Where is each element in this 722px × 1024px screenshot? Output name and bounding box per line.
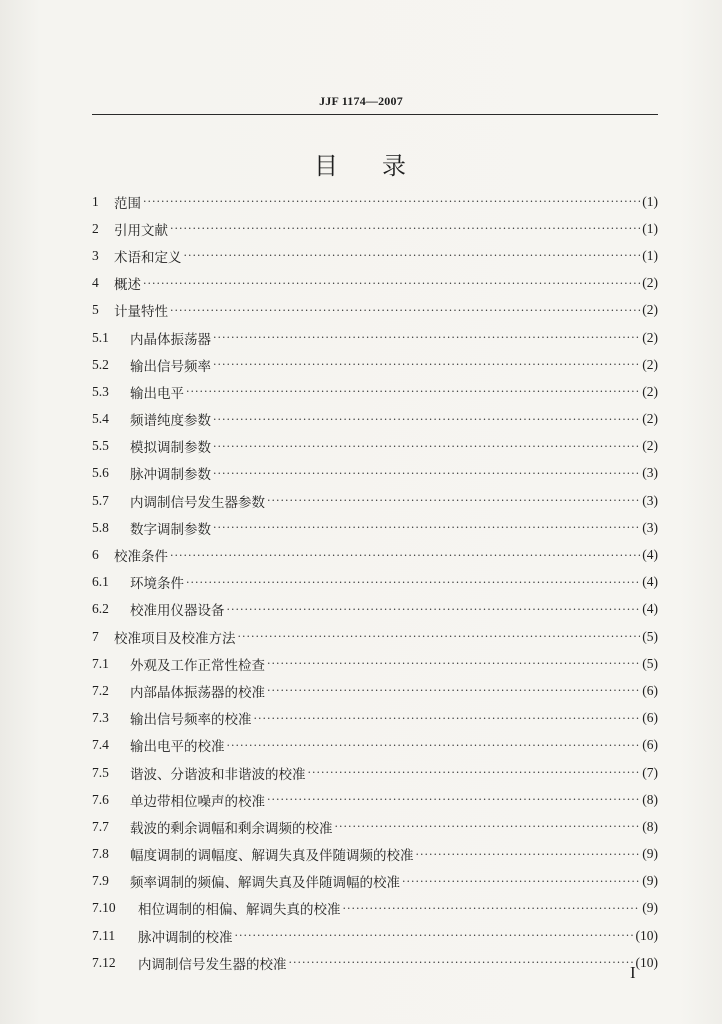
toc-entry[interactable] <box>92 650 658 677</box>
toc-entry-page: (1) <box>642 193 658 209</box>
toc-entry-number: 5.6 <box>92 465 109 481</box>
toc-entry[interactable] <box>92 378 658 405</box>
toc-entry[interactable] <box>92 487 658 514</box>
toc-entry-number: 5.2 <box>92 356 109 372</box>
toc-entry-title: 校准条件 <box>114 549 168 566</box>
toc-entry-number: 5.1 <box>92 329 109 345</box>
toc-entry-title: 环境条件 <box>130 576 184 593</box>
toc-entry-page: (3) <box>642 492 658 508</box>
toc-dot-leader <box>402 875 640 888</box>
toc-entry-number: 7.1 <box>92 655 109 671</box>
toc-entry[interactable] <box>92 569 658 596</box>
toc-dot-leader <box>186 576 640 589</box>
toc-entry-title: 输出电平 <box>130 385 184 402</box>
toc-entry[interactable] <box>92 460 658 487</box>
toc-entry-title: 脉冲调制参数 <box>130 467 211 484</box>
toc-entry-number: 7.2 <box>92 682 109 698</box>
toc-entry-title: 幅度调制的调幅度、解调失真及伴随调频的校准 <box>130 848 414 865</box>
toc-entry-title: 输出信号频率 <box>130 358 211 375</box>
toc-entry-page: (4) <box>642 601 658 617</box>
toc-entry-page: (5) <box>642 655 658 671</box>
toc-entry-number: 7.11 <box>92 927 116 943</box>
toc-entry-number: 7.3 <box>92 710 109 726</box>
toc-entry[interactable] <box>92 242 658 269</box>
toc-entry[interactable] <box>92 732 658 759</box>
toc-entry-number: 6.1 <box>92 574 109 590</box>
toc-dot-leader <box>289 956 634 969</box>
toc-entry-page: (2) <box>642 383 658 399</box>
toc-entry-title: 相位调制的相偏、解调失真的校准 <box>138 902 341 919</box>
toc-entry-page: (9) <box>642 900 658 916</box>
toc-entry-page: (2) <box>642 275 658 291</box>
toc-entry-page: (5) <box>642 628 658 644</box>
table-of-contents <box>92 188 658 976</box>
running-head: JJF 1174—2007 <box>319 94 403 108</box>
toc-entry-title: 范围 <box>114 195 141 212</box>
toc-entry-page: (2) <box>642 356 658 372</box>
toc-entry-title: 模拟调制参数 <box>130 440 211 457</box>
toc-entry-number: 5.8 <box>92 519 109 535</box>
toc-entry[interactable] <box>92 324 658 351</box>
toc-title-char-1: 目 <box>314 152 340 180</box>
toc-entry-number: 5.5 <box>92 438 109 454</box>
toc-entry-page: (6) <box>642 737 658 753</box>
toc-entry-title: 输出电平的校准 <box>130 739 225 756</box>
toc-dot-leader <box>267 494 640 507</box>
toc-entry-page: (3) <box>642 465 658 481</box>
toc-entry-title: 外观及工作正常性检查 <box>130 657 265 674</box>
toc-entry-page: (9) <box>642 873 658 889</box>
toc-entry-title: 内部晶体振荡器的校准 <box>130 684 265 701</box>
toc-dot-leader <box>267 657 640 670</box>
toc-entry-page: (1) <box>642 247 658 263</box>
toc-entry[interactable] <box>92 351 658 378</box>
toc-entry-number: 7.6 <box>92 791 109 807</box>
toc-entry-title: 单边带相位噪声的校准 <box>130 793 265 810</box>
toc-dot-leader <box>170 304 640 317</box>
toc-entry[interactable] <box>92 623 658 650</box>
toc-entry-title: 术语和定义 <box>114 249 182 266</box>
toc-entry[interactable] <box>92 895 658 922</box>
toc-entry-title: 引用文献 <box>114 222 168 239</box>
toc-entry[interactable] <box>92 841 658 868</box>
toc-entry-title: 校准用仪器设备 <box>130 603 225 620</box>
toc-entry[interactable] <box>92 677 658 704</box>
toc-dot-leader <box>143 195 640 208</box>
toc-dot-leader <box>343 902 641 915</box>
toc-entry-title: 内晶体振荡器 <box>130 331 211 348</box>
toc-title <box>0 146 722 181</box>
toc-entry-number: 5.3 <box>92 383 109 399</box>
toc-entry-number: 3 <box>92 247 99 263</box>
toc-dot-leader <box>170 549 640 562</box>
toc-dot-leader <box>308 766 641 779</box>
toc-entry-title: 校准项目及校准方法 <box>114 630 236 647</box>
toc-entry-page: (10) <box>635 927 658 943</box>
toc-dot-leader <box>213 467 640 480</box>
toc-entry-page: (4) <box>642 574 658 590</box>
toc-dot-leader <box>267 684 640 697</box>
toc-entry-title: 输出信号频率的校准 <box>130 712 252 729</box>
toc-entry-title: 频谱纯度参数 <box>130 413 211 430</box>
toc-dot-leader <box>186 385 640 398</box>
toc-entry-page: (9) <box>642 846 658 862</box>
toc-dot-leader <box>213 358 640 371</box>
toc-entry-number: 5 <box>92 302 99 318</box>
toc-entry[interactable] <box>92 786 658 813</box>
toc-entry-number: 6 <box>92 547 99 563</box>
toc-dot-leader <box>254 712 641 725</box>
toc-entry-title: 载波的剩余调幅和剩余调频的校准 <box>130 820 333 837</box>
toc-entry-number: 7.10 <box>92 900 116 916</box>
toc-entry[interactable] <box>92 541 658 568</box>
toc-entry-number: 7.8 <box>92 846 109 862</box>
toc-entry[interactable] <box>92 188 658 215</box>
toc-dot-leader <box>213 413 640 426</box>
toc-entry[interactable] <box>92 705 658 732</box>
toc-entry-title: 频率调制的频偏、解调失真及伴随调幅的校准 <box>130 875 400 892</box>
toc-entry-number: 7.12 <box>92 954 116 970</box>
toc-entry[interactable] <box>92 949 658 976</box>
toc-entry[interactable] <box>92 297 658 324</box>
toc-entry-title: 概述 <box>114 277 141 294</box>
toc-entry-number: 4 <box>92 275 99 291</box>
header-rule <box>92 114 658 115</box>
toc-entry-page: (8) <box>642 791 658 807</box>
toc-dot-leader <box>238 630 641 643</box>
toc-entry[interactable] <box>92 922 658 949</box>
toc-dot-leader <box>184 249 641 262</box>
toc-entry[interactable] <box>92 868 658 895</box>
toc-title-char-2: 录 <box>382 152 408 180</box>
toc-dot-leader <box>227 603 641 616</box>
toc-entry[interactable] <box>92 270 658 297</box>
toc-entry[interactable] <box>92 813 658 840</box>
toc-entry-page: (6) <box>642 682 658 698</box>
toc-dot-leader <box>213 331 640 344</box>
toc-dot-leader <box>335 820 641 833</box>
toc-dot-leader <box>416 848 641 861</box>
toc-entry-page: (3) <box>642 519 658 535</box>
toc-entry-title: 数字调制参数 <box>130 521 211 538</box>
toc-entry-number: 7.4 <box>92 737 109 753</box>
toc-entry-page: (6) <box>642 710 658 726</box>
toc-entry-number: 7.5 <box>92 764 109 780</box>
toc-entry-page: (2) <box>642 411 658 427</box>
toc-entry-page: (7) <box>642 764 658 780</box>
toc-entry-title: 脉冲调制的校准 <box>138 929 233 946</box>
toc-entry-number: 7 <box>92 628 99 644</box>
toc-dot-leader <box>143 277 640 290</box>
toc-entry[interactable] <box>92 759 658 786</box>
toc-entry-number: 5.7 <box>92 492 109 508</box>
toc-entry-number: 7.7 <box>92 818 109 834</box>
toc-entry-number: 2 <box>92 220 99 236</box>
toc-entry[interactable] <box>92 406 658 433</box>
toc-entry[interactable] <box>92 514 658 541</box>
toc-entry-page: (10) <box>635 954 658 970</box>
toc-dot-leader <box>235 929 634 942</box>
toc-entry-page: (1) <box>642 220 658 236</box>
toc-entry-title: 计量特性 <box>114 304 168 321</box>
toc-dot-leader <box>213 521 640 534</box>
toc-dot-leader <box>267 793 640 806</box>
toc-dot-leader <box>227 739 641 752</box>
toc-entry-page: (8) <box>642 818 658 834</box>
toc-entry-number: 7.9 <box>92 873 109 889</box>
toc-entry-page: (2) <box>642 329 658 345</box>
toc-entry-number: 1 <box>92 193 99 209</box>
toc-dot-leader <box>170 222 640 235</box>
toc-entry-title: 内调制信号发生器参数 <box>130 494 265 511</box>
toc-entry[interactable] <box>92 215 658 242</box>
toc-entry-page: (4) <box>642 547 658 563</box>
toc-entry-title: 内调制信号发生器的校准 <box>138 956 287 973</box>
toc-entry[interactable] <box>92 433 658 460</box>
toc-dot-leader <box>213 440 640 453</box>
toc-entry-number: 6.2 <box>92 601 109 617</box>
toc-entry-page: (2) <box>642 438 658 454</box>
page-folio: I <box>630 963 636 982</box>
toc-entry-page: (2) <box>642 302 658 318</box>
toc-entry-title: 谐波、分谐波和非谐波的校准 <box>130 766 306 783</box>
toc-entry-number: 5.4 <box>92 411 109 427</box>
toc-entry[interactable] <box>92 596 658 623</box>
